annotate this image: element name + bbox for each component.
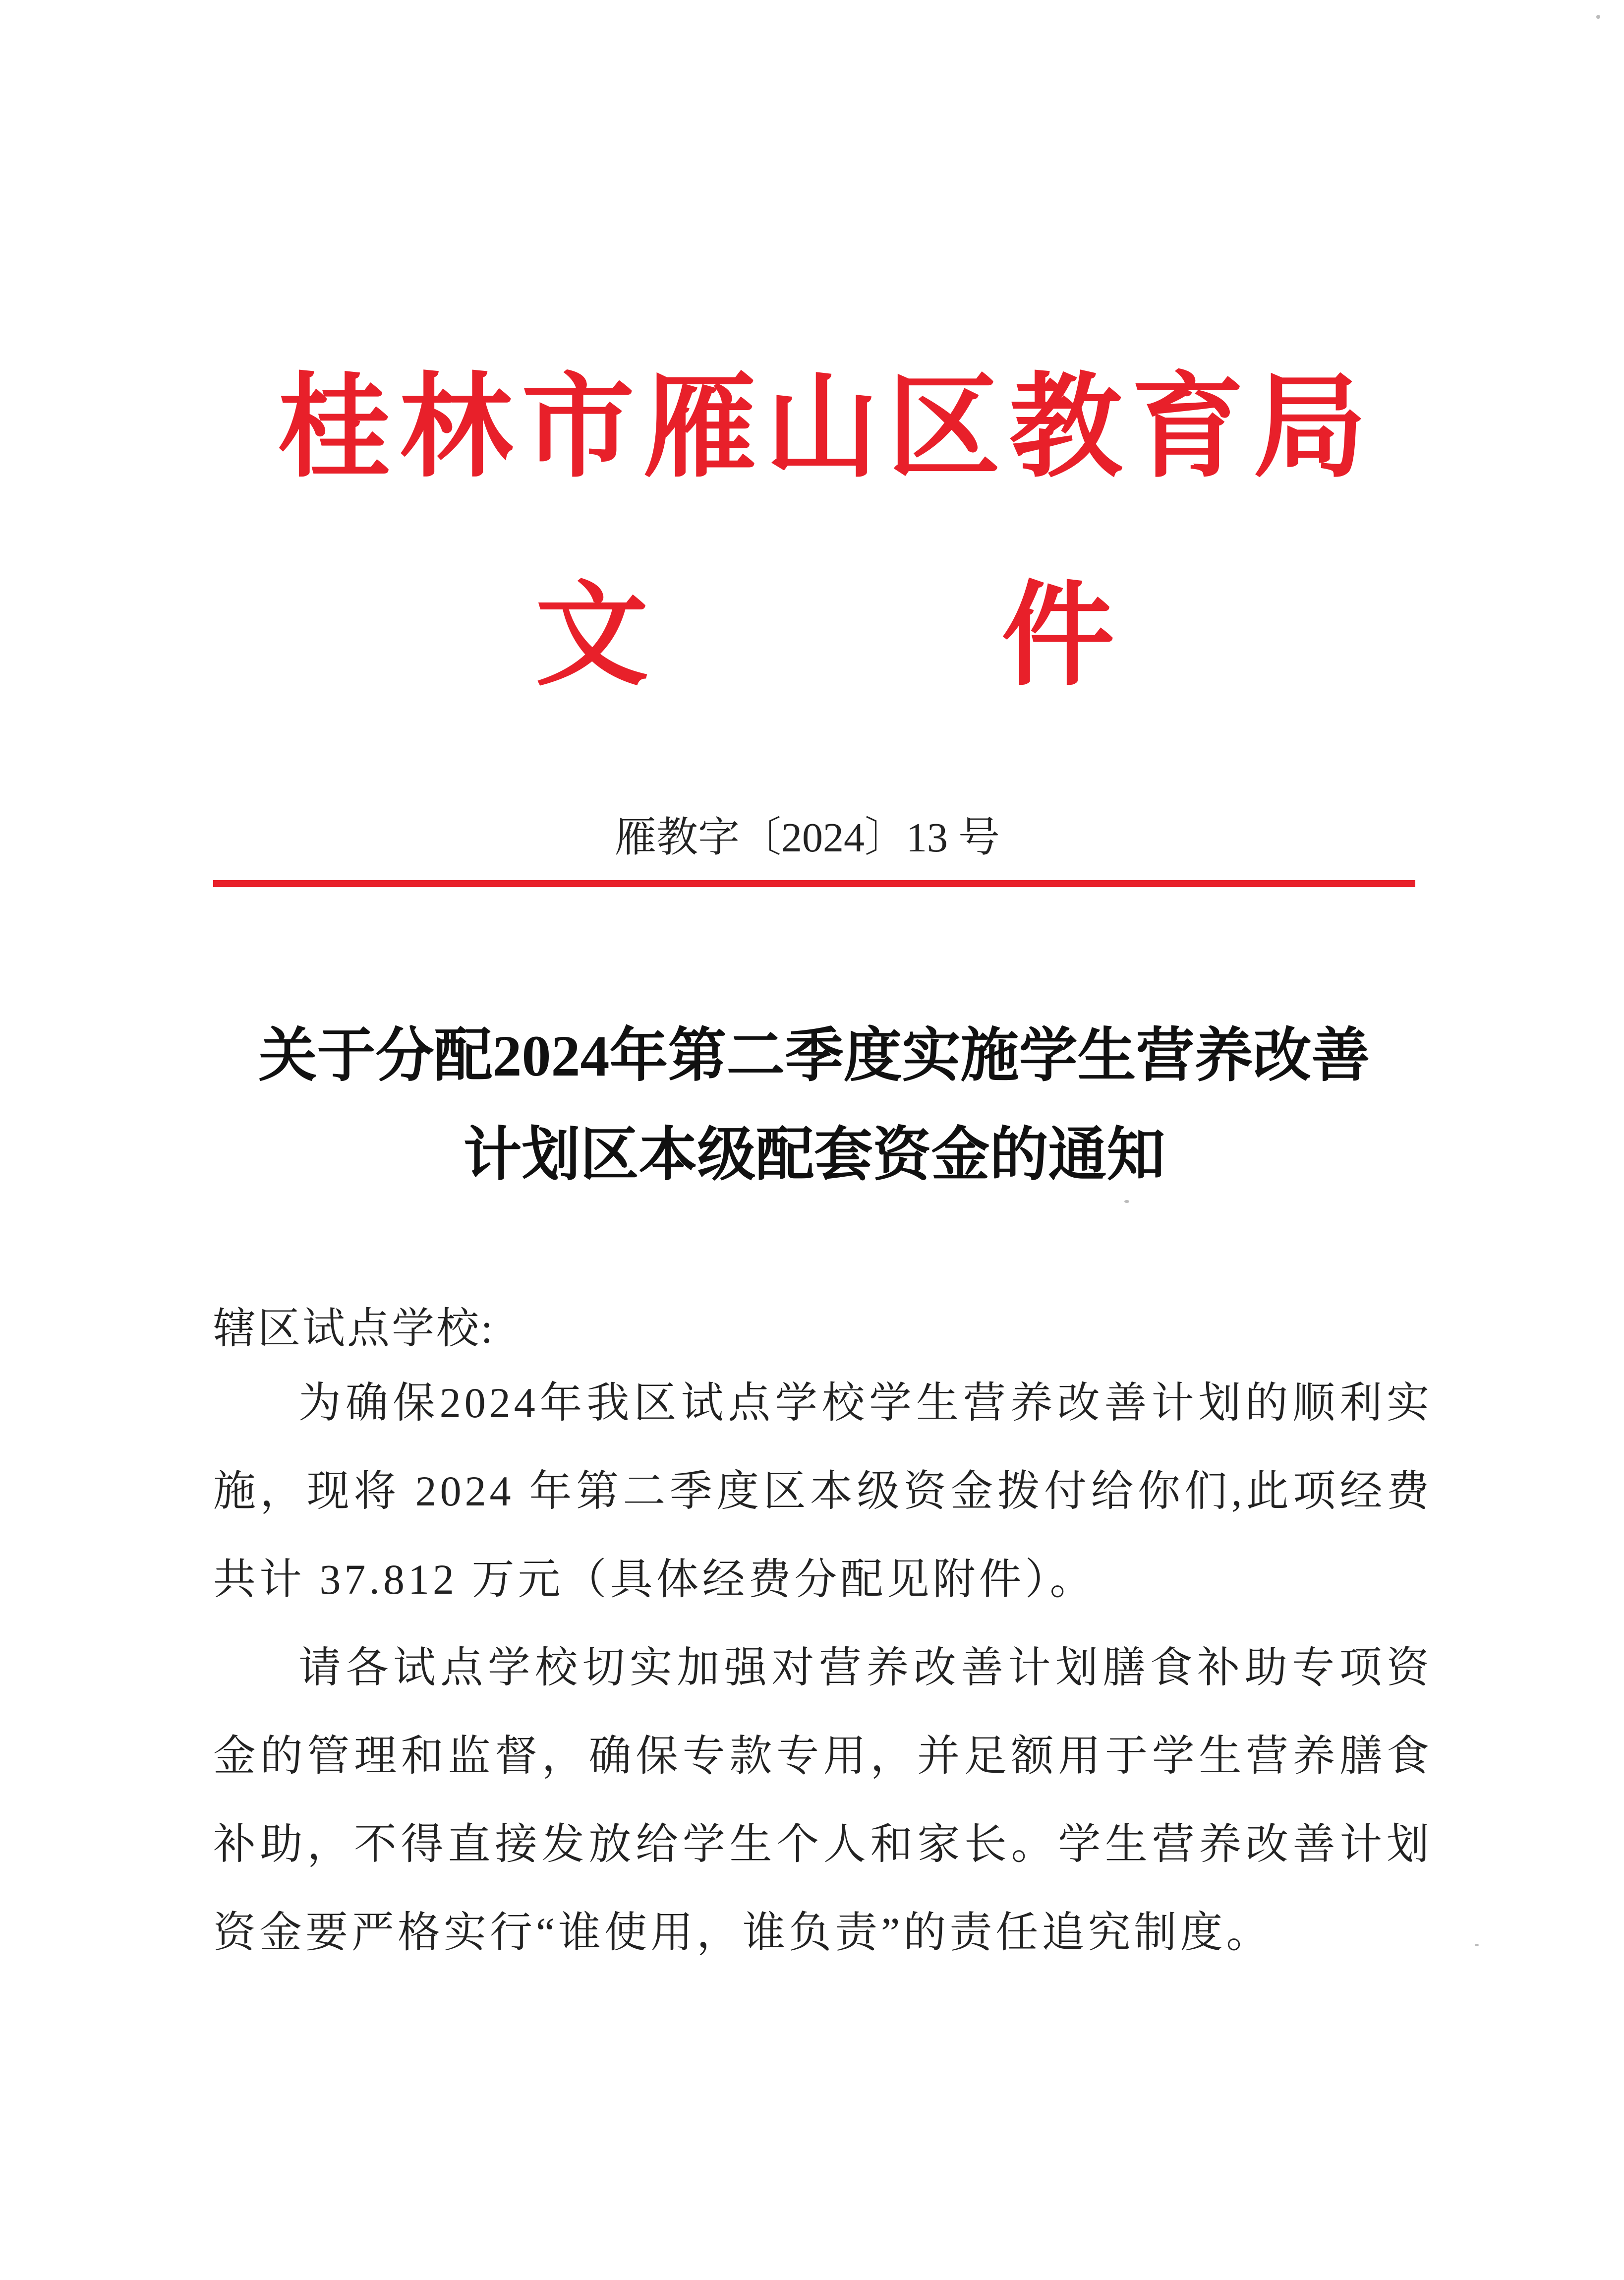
body-paragraph-2: 请各试点学校切实加强对营养改善计划膳食补助专项资金的管理和监督，确保专款专用，并足额用于学生营养膳食补助，不得直接发放给学生个人和家长。学生营养改善计划资金要严格实行“谁使用，谁负责”的责任追究制度。 xyxy=(213,1644,1433,1956)
document-type-heading xyxy=(535,560,1130,709)
scan-speck xyxy=(1124,1200,1129,1203)
salutation: 辖区试点学校: xyxy=(213,1305,495,1352)
document-type-char-2: 件 xyxy=(1001,568,1114,701)
title-line-2: 计划区本级配套资金的通知 xyxy=(463,1123,1165,1188)
scan-speck xyxy=(1596,15,1600,19)
document-type-char-1: 文 xyxy=(535,568,648,701)
title-line-1: 关于分配2024年第二季度实施学生营养改善 xyxy=(258,1023,1370,1088)
issuer-heading: 桂林市雁山区教育局 xyxy=(278,360,1375,493)
document-number: 雁教字〔2024〕13 号 xyxy=(615,815,1000,861)
document-title xyxy=(213,1007,1415,1205)
scan-speck xyxy=(1475,1944,1479,1946)
body-text xyxy=(213,1359,1433,1977)
red-divider-line xyxy=(213,880,1415,887)
body-paragraph-1: 为确保2024年我区试点学校学生营养改善计划的顺利实施，现将 2024 年第二季度区本级资金拨付给你们,此项经费共计 37.812 万元（具体经费分配见附件）。 xyxy=(213,1379,1433,1603)
